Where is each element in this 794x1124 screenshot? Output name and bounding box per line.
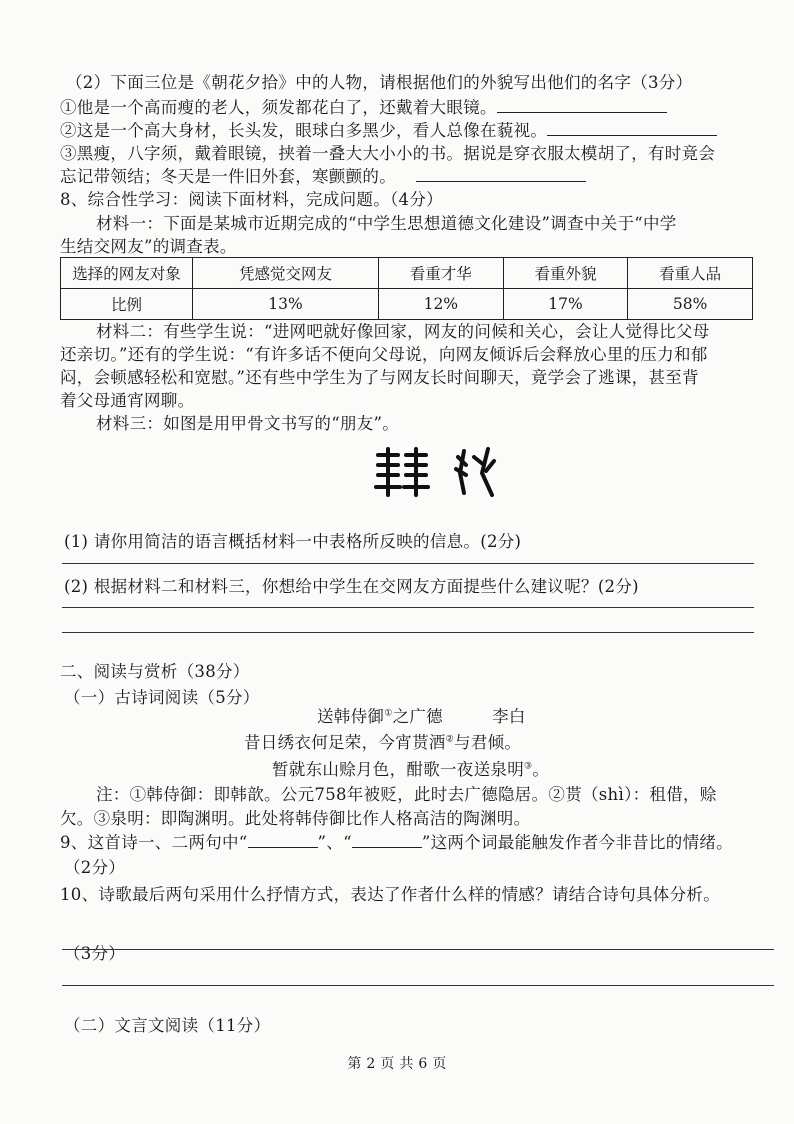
table-row [61, 289, 753, 320]
answer-blank-item3[interactable] [416, 167, 586, 182]
answer-line[interactable] [62, 563, 754, 564]
poem-title: 送韩侍御 [317, 707, 385, 726]
q9-text-c: ”这两个词最能触发作者今非昔比的情绪。 [421, 833, 733, 852]
q7-2-item3-line1: ③黑瘦，八字须，戴着眼镜，挟着一叠大大小小的书。据说是穿衣服太模胡了，有时竟会 [60, 144, 716, 163]
poem-line1-note: ② [445, 734, 454, 745]
q8-material2-line2: 还亲切。”还有的学生说：“有许多话不便向父母说，向网友倾诉后会释放心里的压力和郁 [60, 345, 708, 364]
poem-line2-note: ③ [524, 761, 533, 772]
q10-score: （3分） [64, 944, 126, 963]
poem-title-note: ① [384, 708, 393, 719]
q8-material3: 材料三：如图是用甲骨文书写的“朋友”。 [96, 414, 400, 433]
q7-2-item2 [60, 121, 717, 141]
answer-line[interactable] [62, 949, 774, 950]
poem-title-tail: 之广德 [392, 707, 443, 726]
poem-line2-text-b: 。 [532, 760, 550, 779]
answer-blank-item2[interactable] [547, 121, 717, 136]
answer-blank-q9-2[interactable] [352, 833, 422, 848]
oracle-bone-friend-image [368, 443, 508, 503]
q8-material2-line4: 着父母通宵网聊。 [60, 391, 195, 410]
q9-text-a: 9、这首诗一、二两句中“ [60, 833, 248, 852]
poem-author: 李白 [492, 707, 526, 726]
q7-2-stem: （2）下面三位是《朝花夕拾》中的人物，请根据他们的外貌写出他们的名字（3分） [66, 73, 693, 92]
poem-line1-text-a: 昔日绣衣何足荣，今宵贳酒 [244, 733, 446, 752]
poem-line1-text-b: 与君倾。 [453, 733, 522, 752]
q8-stem: 8、综合性学习：阅读下面材料，完成问题。（4分） [60, 190, 443, 209]
q9-score: （2分） [64, 858, 126, 877]
page-footer: 第 2 页 共 6 页 [347, 1056, 447, 1072]
answer-blank-item1[interactable] [497, 98, 667, 113]
q8-sub2: (2) 根据材料二和材料三，你想给中学生在交网友方面提些什么建议呢？(2分) [64, 577, 639, 596]
answer-line[interactable] [62, 985, 774, 986]
q9-text-b: ”、“ [317, 833, 352, 852]
answer-blank-q9-1[interactable] [248, 833, 318, 848]
q8-sub1: (1) 请你用简洁的语言概括材料一中表格所反映的信息。(2分) [64, 532, 522, 551]
q10-text: 10、诗歌最后两句采用什么抒情方式，表达了作者什么样的情感？请结合诗句具体分析。 [60, 885, 720, 904]
poem-line2 [272, 760, 549, 780]
table-row-header: 选择的网友对象 [61, 258, 193, 289]
poem-note-line1: 注：①韩侍御：即韩歆。公元758年被贬，此时去广德隐居。②贳（shì）：租借，赊 [96, 785, 717, 804]
q8-material1-line2: 生结交网友”的调查表。 [60, 237, 237, 256]
poem-line2-text-a: 暂就东山赊月色，酣歌一夜送泉明 [272, 760, 524, 779]
table-cell: 17% [503, 289, 628, 320]
q7-2-item1 [60, 98, 667, 118]
table-cell: 12% [378, 289, 503, 320]
table-cell: 13% [193, 289, 379, 320]
q9-line [60, 833, 733, 853]
poem-note-line2: 欠。③泉明：即陶渊明。此处将韩侍御比作人格高洁的陶渊明。 [60, 809, 531, 828]
table-header-cell: 看重人品 [628, 258, 753, 289]
section2-title: 二、阅读与赏析（38分） [60, 662, 250, 681]
poem-line1 [244, 733, 521, 753]
section2-part2-title: （二）文言文阅读（11分） [64, 1016, 271, 1035]
q7-2-item1-text: ①他是一个高而瘦的老人，须发都花白了，还戴着大眼镜。 [60, 98, 497, 117]
table-cell: 58% [628, 289, 753, 320]
q7-2-item3-text: 忘记带领结；冬天是一件旧外套，寒颤颤的。 [60, 167, 396, 186]
table-row-header: 比例 [61, 289, 193, 320]
section2-part1-title: （一）古诗词阅读（5分） [64, 688, 260, 707]
q7-2-item2-text: ②这是一个高大身材，长头发，眼球白多黑少，看人总像在藐视。 [60, 121, 548, 140]
table-header-cell: 看重外貌 [503, 258, 628, 289]
answer-line[interactable] [62, 632, 754, 633]
survey-table [60, 257, 753, 320]
q8-material2-line3: 闷，会顿感轻松和宽慰。”还有些中学生为了与网友长时间聊天，竟学会了逃课，甚至背 [60, 368, 699, 387]
answer-line[interactable] [62, 607, 754, 608]
oracle-bone-label: 朋友 [427, 507, 449, 520]
q8-material1-line1: 材料一：下面是某城市近期完成的“中学生思想道德文化建设”调查中关于“中学 [96, 214, 677, 233]
q7-2-item3-line2 [60, 167, 586, 187]
poem-title-line [317, 707, 526, 727]
q8-material2-line1: 材料二：有些学生说：“进网吧就好像回家，网友的问候和关心，会让人觉得比父母 [96, 322, 710, 341]
table-header-cell: 凭感觉交网友 [193, 258, 379, 289]
table-row [61, 258, 753, 289]
table-header-cell: 看重才华 [378, 258, 503, 289]
